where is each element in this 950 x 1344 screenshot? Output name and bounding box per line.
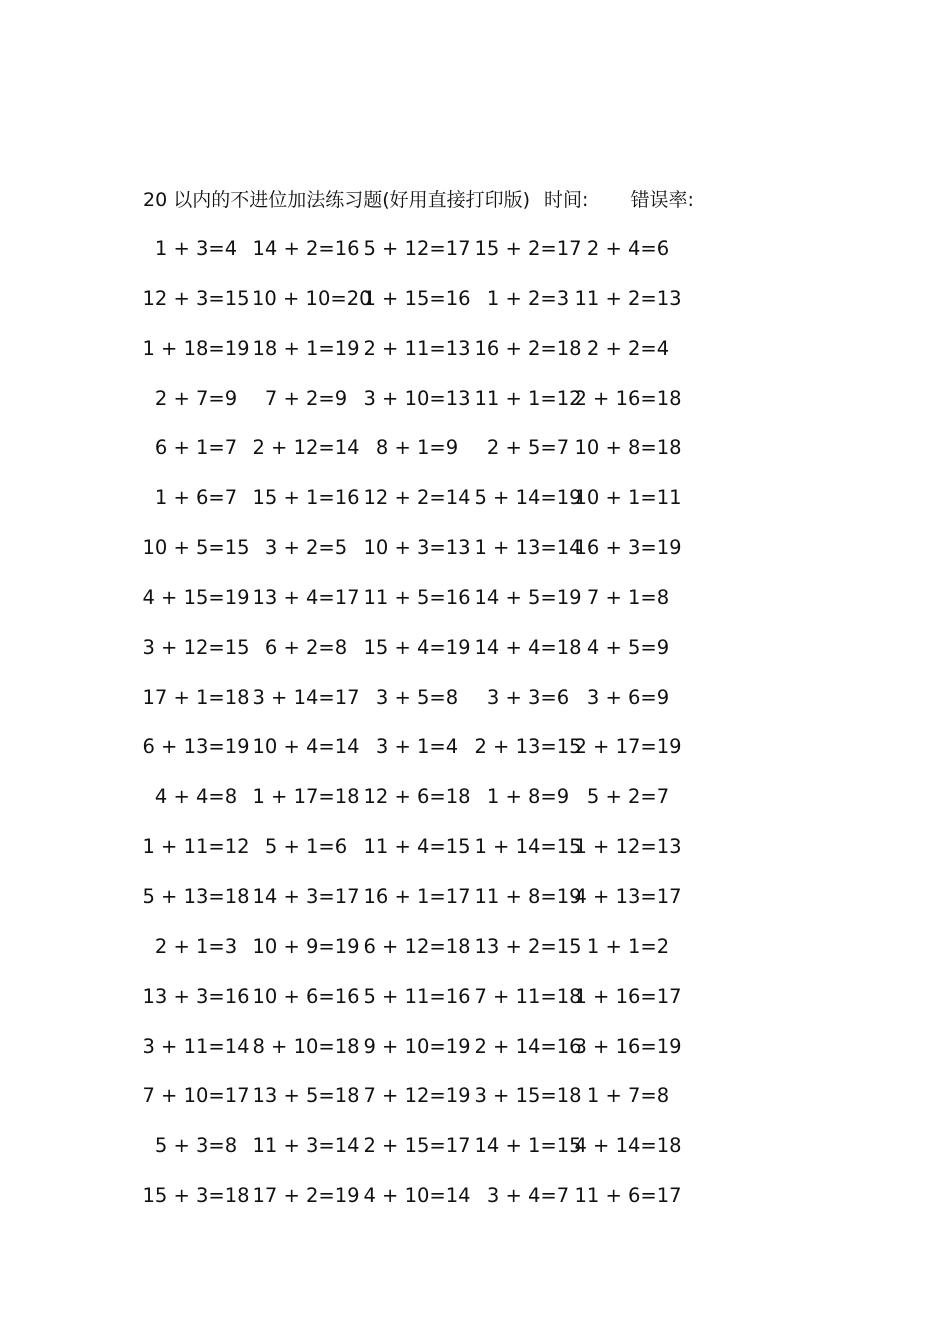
exercise-equation: 8 + 10=18	[252, 1034, 360, 1058]
exercise-row	[148, 782, 708, 832]
exercise-equation: 3 + 15=18	[474, 1084, 582, 1108]
exercise-equation: 3 + 16=19	[574, 1034, 682, 1058]
exercise-equation: 2 + 5=7	[486, 436, 570, 460]
exercise-row	[142, 1081, 708, 1131]
exercise-equation: 8 + 1=9	[375, 436, 459, 460]
exercise-equation: 2 + 11=13	[363, 336, 471, 360]
exercise-equation: 1 + 3=4	[154, 237, 238, 260]
exercise-equation: 15 + 1=16	[252, 486, 360, 510]
exercise-grid	[142, 234, 708, 1231]
exercise-equation: 14 + 1=15	[474, 1134, 582, 1158]
exercise-equation: 13 + 4=17	[252, 585, 360, 609]
exercise-equation: 4 + 15=19	[142, 585, 250, 609]
exercise-row	[142, 982, 708, 1032]
exercise-equation: 5 + 11=16	[363, 984, 471, 1008]
exercise-equation: 5 + 2=7	[586, 785, 670, 809]
exercise-equation: 2 + 12=14	[252, 436, 360, 460]
exercise-equation: 3 + 5=8	[375, 685, 459, 709]
exercise-equation: 6 + 13=19	[142, 735, 250, 759]
exercise-row	[148, 932, 708, 982]
exercise-equation: 3 + 14=17	[252, 685, 360, 709]
exercise-equation: 14 + 3=17	[252, 884, 360, 908]
exercise-equation: 2 + 13=15	[474, 735, 582, 759]
exercise-equation: 2 + 14=16	[474, 1034, 582, 1058]
worksheet-title: 20 以内的不进位加法练习题(好用直接打印版)	[143, 189, 531, 211]
exercise-equation: 3 + 6=9	[586, 685, 670, 709]
exercise-equation: 5 + 3=8	[154, 1134, 238, 1158]
exercise-equation: 2 + 2=4	[586, 336, 670, 360]
exercise-equation: 1 + 1=2	[586, 934, 670, 958]
exercise-equation: 14 + 5=19	[474, 585, 582, 609]
exercise-equation: 15 + 3=18	[142, 1184, 250, 1208]
exercise-equation: 10 + 3=13	[363, 536, 471, 560]
exercise-equation: 1 + 15=16	[363, 286, 471, 310]
exercise-equation: 5 + 14=19	[474, 486, 582, 510]
exercise-row	[142, 832, 708, 882]
exercise-row	[142, 633, 708, 683]
exercise-equation: 12 + 2=14	[363, 486, 471, 510]
exercise-equation: 11 + 6=17	[574, 1184, 682, 1208]
exercise-row	[142, 334, 708, 384]
exercise-row	[142, 732, 708, 782]
exercise-equation: 7 + 1=8	[586, 585, 670, 609]
exercise-equation: 2 + 16=18	[574, 386, 682, 410]
time-label: 时间:	[544, 189, 589, 211]
exercise-equation: 1 + 8=9	[486, 785, 570, 809]
exercise-equation: 2 + 15=17	[363, 1134, 471, 1158]
exercise-equation: 1 + 18=19	[142, 336, 250, 360]
exercise-equation: 7 + 11=18	[474, 984, 582, 1008]
exercise-row	[142, 683, 708, 733]
exercise-equation: 7 + 12=19	[363, 1084, 471, 1108]
exercise-equation: 11 + 3=14	[252, 1134, 360, 1158]
exercise-equation: 10 + 8=18	[574, 436, 682, 460]
exercise-equation: 16 + 2=18	[474, 336, 582, 360]
exercise-equation: 12 + 3=15	[142, 286, 250, 310]
exercise-equation: 7 + 2=9	[264, 386, 348, 410]
exercise-equation: 4 + 13=17	[574, 884, 682, 908]
exercise-equation: 9 + 10=19	[363, 1034, 471, 1058]
exercise-equation: 17 + 2=19	[252, 1184, 360, 1208]
exercise-equation: 11 + 2=13	[574, 286, 682, 310]
exercise-equation: 10 + 10=20	[252, 286, 372, 310]
exercise-row	[148, 384, 708, 434]
exercise-equation: 6 + 1=7	[154, 436, 238, 460]
exercise-equation: 1 + 17=18	[252, 785, 360, 809]
exercise-equation: 6 + 12=18	[363, 934, 471, 958]
exercise-row	[142, 284, 708, 334]
exercise-equation: 10 + 6=16	[252, 984, 360, 1008]
exercise-equation: 6 + 2=8	[264, 635, 348, 659]
exercise-equation: 3 + 1=4	[375, 735, 459, 759]
exercise-equation: 3 + 10=13	[363, 386, 471, 410]
exercise-equation: 2 + 1=3	[154, 934, 238, 958]
exercise-equation: 11 + 4=15	[363, 835, 471, 859]
exercise-equation: 3 + 2=5	[264, 536, 348, 560]
exercise-equation: 2 + 17=19	[574, 735, 682, 759]
exercise-equation: 5 + 13=18	[142, 884, 250, 908]
exercise-equation: 5 + 1=6	[264, 835, 348, 859]
exercise-equation: 1 + 12=13	[574, 835, 682, 859]
exercise-row	[142, 1181, 708, 1231]
exercise-equation: 13 + 3=16	[142, 984, 250, 1008]
exercise-equation: 1 + 16=17	[574, 984, 682, 1008]
exercise-equation: 3 + 4=7	[486, 1184, 570, 1208]
exercise-equation: 10 + 1=11	[574, 486, 682, 510]
exercise-equation: 11 + 1=12	[474, 386, 582, 410]
exercise-row	[148, 234, 708, 284]
exercise-equation: 2 + 4=6	[586, 237, 670, 260]
exercise-equation: 4 + 5=9	[586, 635, 670, 659]
exercise-row	[148, 433, 708, 483]
exercise-equation: 1 + 6=7	[154, 486, 238, 510]
exercise-equation: 2 + 7=9	[154, 386, 238, 410]
exercise-equation: 1 + 7=8	[586, 1084, 670, 1108]
exercise-equation: 13 + 5=18	[252, 1084, 360, 1108]
exercise-equation: 11 + 8=19	[474, 884, 582, 908]
exercise-row	[142, 583, 708, 633]
exercise-equation: 4 + 4=8	[154, 785, 238, 809]
exercise-equation: 3 + 12=15	[142, 635, 250, 659]
exercise-row	[148, 483, 708, 533]
error-rate-label: 错误率:	[630, 189, 694, 211]
exercise-equation: 15 + 4=19	[363, 635, 471, 659]
exercise-equation: 1 + 13=14	[474, 536, 582, 560]
exercise-equation: 1 + 2=3	[486, 286, 570, 310]
exercise-equation: 1 + 11=12	[142, 835, 250, 859]
exercise-row	[142, 533, 708, 583]
exercise-equation: 7 + 10=17	[142, 1084, 250, 1108]
exercise-equation: 13 + 2=15	[474, 934, 582, 958]
exercise-row	[142, 882, 708, 932]
exercise-equation: 1 + 14=15	[474, 835, 582, 859]
exercise-equation: 11 + 5=16	[363, 585, 471, 609]
exercise-equation: 14 + 2=16	[252, 237, 360, 260]
exercise-equation: 10 + 4=14	[252, 735, 360, 759]
exercise-equation: 10 + 9=19	[252, 934, 360, 958]
exercise-equation: 15 + 2=17	[474, 237, 582, 260]
exercise-equation: 16 + 1=17	[363, 884, 471, 908]
exercise-equation: 5 + 12=17	[363, 237, 471, 260]
exercise-equation: 10 + 5=15	[142, 536, 250, 560]
exercise-equation: 3 + 11=14	[142, 1034, 250, 1058]
exercise-equation: 16 + 3=19	[574, 536, 682, 560]
exercise-row	[148, 1131, 708, 1181]
exercise-equation: 4 + 14=18	[574, 1134, 682, 1158]
exercise-row	[142, 1032, 708, 1082]
worksheet-header	[143, 186, 694, 214]
exercise-equation: 3 + 3=6	[486, 685, 570, 709]
exercise-equation: 4 + 10=14	[363, 1184, 471, 1208]
exercise-equation: 14 + 4=18	[474, 635, 582, 659]
exercise-equation: 12 + 6=18	[363, 785, 471, 809]
exercise-equation: 17 + 1=18	[142, 685, 250, 709]
exercise-equation: 18 + 1=19	[252, 336, 360, 360]
